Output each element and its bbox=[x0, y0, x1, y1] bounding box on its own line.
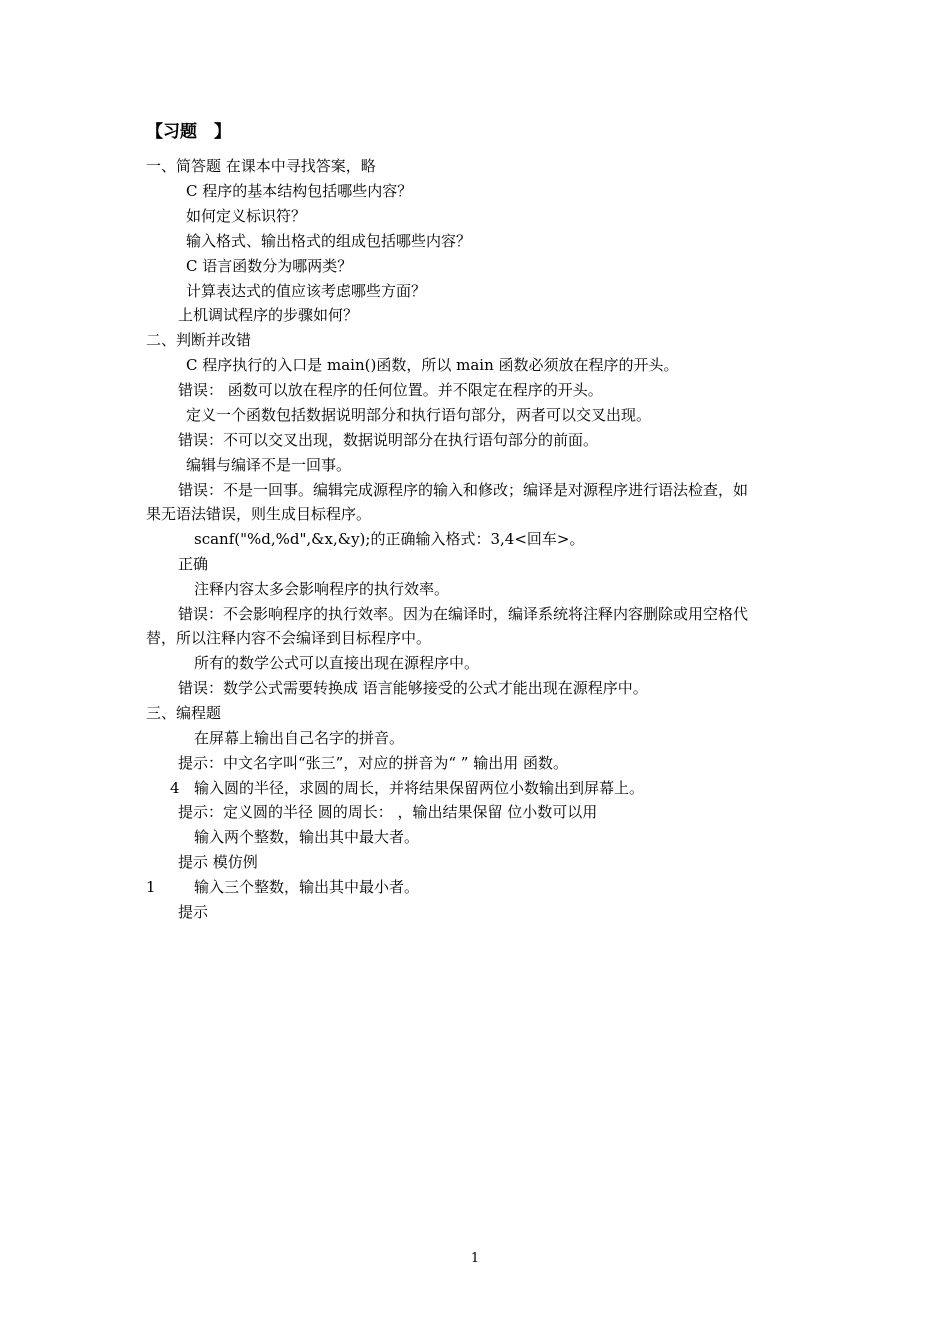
s3-problem-1: 在屏幕上输出自己名字的拼音。 bbox=[194, 729, 405, 747]
section-3-heading: 三、编程题 bbox=[146, 704, 222, 722]
s2-answer-3-line-2: 果无语法错误，则生成目标程序。 bbox=[146, 505, 372, 523]
s2-item-1: C 程序执行的入口是 main()函数，所以 main 函数必须放在程序的开头。 bbox=[186, 356, 679, 374]
s1-question-3: 输入格式、输出格式的组成包括哪些内容？ bbox=[186, 232, 472, 250]
s1-question-5: 计算表达式的值应该考虑哪些方面？ bbox=[186, 282, 427, 300]
s3-problem-4: 输入三个整数，输出其中最小者。 bbox=[194, 878, 420, 896]
s3-problem-3: 输入两个整数，输出其中最大者。 bbox=[194, 828, 420, 846]
page-number: 1 bbox=[470, 1251, 480, 1266]
exercise-title: 【习题 】 bbox=[146, 122, 231, 142]
s2-answer-3-line-1: 错误：不是一回事。编辑完成源程序的输入和修改；编译是对源程序进行语法检查，如 bbox=[178, 481, 749, 499]
s2-item-4: scanf("%d,%d",&x,&y);的正确输入格式：3,4<回车>。 bbox=[194, 530, 585, 548]
section-2-heading: 二、判断并改错 bbox=[146, 331, 252, 349]
s1-question-4: C 语言函数分为哪两类？ bbox=[186, 257, 353, 275]
s2-item-5: 注释内容太多会影响程序的执行效率。 bbox=[194, 580, 450, 598]
s3-hint-4: 提示 bbox=[178, 903, 209, 921]
s2-answer-6: 错误：数学公式需要转换成 语言能够接受的公式才能出现在源程序中。 bbox=[178, 679, 648, 697]
s3-hint-2: 提示：定义圆的半径 圆的周长： ，输出结果保留 位小数可以用 bbox=[178, 803, 598, 821]
s2-answer-5-line-1: 错误：不会影响程序的执行效率。因为在编译时，编译系统将注释内容删除或用空格代 bbox=[178, 605, 749, 623]
s3-problem-2-number: 4 bbox=[170, 779, 180, 797]
s2-answer-2: 错误：不可以交叉出现，数据说明部分在执行语句部分的前面。 bbox=[178, 431, 599, 449]
s3-problem-2: 输入圆的半径，求圆的周长，并将结果保留两位小数输出到屏幕上。 bbox=[194, 779, 645, 797]
s1-question-1: C 程序的基本结构包括哪些内容？ bbox=[186, 182, 413, 200]
s2-answer-4: 正确 bbox=[178, 555, 209, 573]
s3-hint-1: 提示：中文名字叫“张三”，对应的拼音为“ ” 输出用 函数。 bbox=[178, 754, 568, 772]
s2-item-2: 定义一个函数包括数据说明部分和执行语句部分，两者可以交叉出现。 bbox=[186, 406, 652, 424]
s1-question-2: 如何定义标识符？ bbox=[186, 207, 307, 225]
s3-hint-3: 提示 模仿例 bbox=[178, 853, 258, 871]
section-1-heading: 一、简答题 在课本中寻找答案，略 bbox=[146, 157, 376, 175]
s2-answer-1: 错误： 函数可以放在程序的任何位置。并不限定在程序的开头。 bbox=[178, 381, 603, 399]
s1-question-6: 上机调试程序的步骤如何？ bbox=[178, 306, 359, 324]
s3-problem-4-number: 1 bbox=[146, 878, 156, 896]
s2-item-3: 编辑与编译不是一回事。 bbox=[186, 456, 352, 474]
s2-item-6: 所有的数学公式可以直接出现在源程序中。 bbox=[194, 654, 480, 672]
s2-answer-5-line-2: 替，所以注释内容不会编译到目标程序中。 bbox=[146, 629, 432, 647]
